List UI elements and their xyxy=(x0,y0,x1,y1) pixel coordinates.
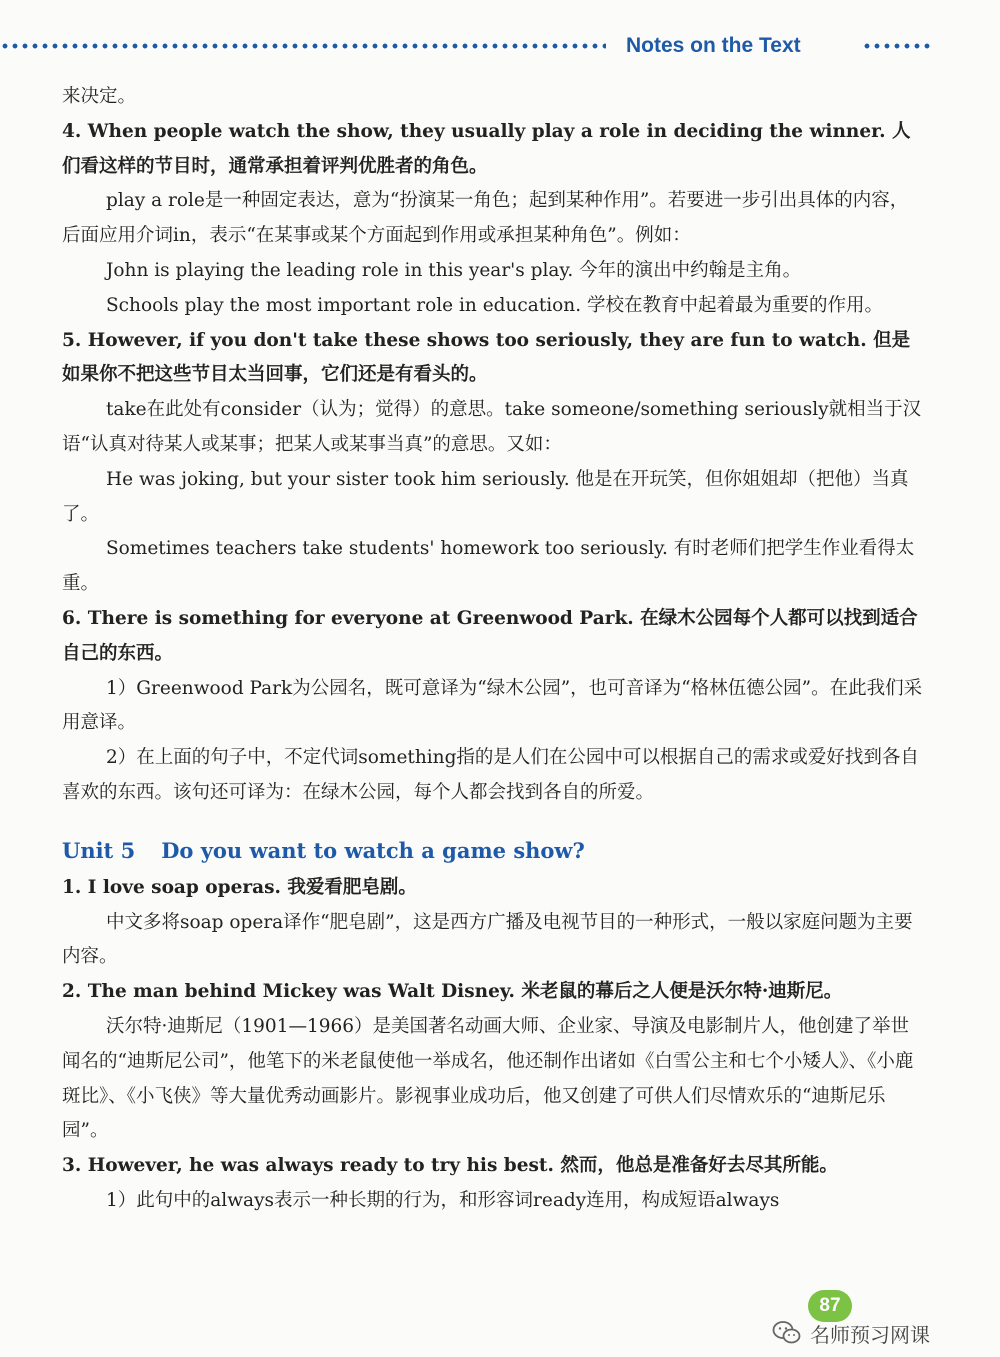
note-4-example-2: Schools play the most important role in education. 学校在教育中起着最为重要的作用。 xyxy=(106,294,883,316)
note-4-heading: 4. When people watch the show, they usually play a role in deciding the winner. 人们看这样的节目时，通常承担着评判优胜者的角色。 xyxy=(62,120,911,177)
unit-note-3-point-1: 1）此句中的always表示一种长期的行为，和形容词ready连用，构成短语always xyxy=(106,1189,780,1211)
note-4-example-1: John is playing the leading role in this year's play. 今年的演出中约翰是主角。 xyxy=(106,259,802,281)
unit-note-2-explanation: 沃尔特·迪斯尼（1901—1966）是美国著名动画大师、企业家、导演及电影制片人，他创建了举世闻名的“迪斯尼公司”，他笔下的米老鼠使他一举成名，他还制作出诸如《白雪公主和七个小矮人》、《小鹿斑比》、《小飞侠》等大量优秀动画影片。影视事业成功后，他又创建了可供人们尽情欢乐的“迪斯尼乐园”。 xyxy=(62,1015,914,1142)
note-4-explanation: play a role是一种固定表达，意为“扮演某一角色；起到某种作用”。若要进一步引出具体的内容，后面应用介词in，表示“在某事或某个方面起到作用或承担某种角色”。例如： xyxy=(62,190,909,247)
watermark-text: 名师预习网课 xyxy=(810,1322,930,1347)
page-header xyxy=(0,34,1000,64)
note-5-heading: 5. However, if you don't take these shows too seriously, they are fun to watch. 但是如果你不把这些节目太当回事，它们还是有看头的。 xyxy=(62,329,911,386)
unit-note-1-explanation: 中文多将soap opera译作“肥皂剧”，这是西方广播及电视节目的一种形式，一般以家庭问题为主要内容。 xyxy=(62,911,913,968)
watermark xyxy=(772,1318,930,1348)
header-dotted-rule-right xyxy=(862,40,932,52)
unit-note-1-heading: 1. I love soap operas. 我爱看肥皂剧。 xyxy=(62,876,417,898)
wechat-icon xyxy=(772,1320,802,1346)
header-dotted-rule-left xyxy=(0,40,606,52)
note-6-point-2: 2）在上面的句子中，不定代词something指的是人们在公园中可以根据自己的需求或爱好找到各自喜欢的东西。该句还可译为：在绿木公园，每个人都会找到各自的所爱。 xyxy=(62,747,919,803)
note-5-example-2: Sometimes teachers take students' homework too seriously. 有时老师们把学生作业看得太重。 xyxy=(62,538,915,595)
header-title: Notes on the Text xyxy=(626,34,801,57)
unit-note-2-heading: 2. The man behind Mickey was Walt Disney. 米老鼠的幕后之人便是沃尔特·迪斯尼。 xyxy=(62,981,843,1003)
page-number: 87 xyxy=(808,1290,852,1322)
note-6-heading: 6. There is something for everyone at Greenwood Park. 在绿木公园每个人都可以找到适合自己的东西。 xyxy=(62,607,918,664)
unit-heading xyxy=(62,831,924,871)
note-6-point-1: 1）Greenwood Park为公园名，既可意译为“绿木公园”，也可音译为“格林伍德公园”。在此我们采用意译。 xyxy=(62,677,923,734)
continuation-text: 来决定。 xyxy=(62,86,137,107)
note-5-explanation: take在此处有consider（认为；觉得）的意思。take someone/something seriously就相当于汉语“认真对待某人或某事；把某人或某事当真”的意思。又如： xyxy=(62,399,922,455)
page-body xyxy=(62,80,924,1219)
note-5-example-1: He was joking, but your sister took him seriously. 他是在开玩笑，但你姐姐却（把他）当真了。 xyxy=(62,468,909,525)
unit-title: Do you want to watch a game show? xyxy=(161,837,585,863)
unit-number: Unit 5 xyxy=(62,837,136,863)
unit-note-3-heading: 3. However, he was always ready to try his best. 然而，他总是准备好去尽其所能。 xyxy=(62,1155,838,1177)
